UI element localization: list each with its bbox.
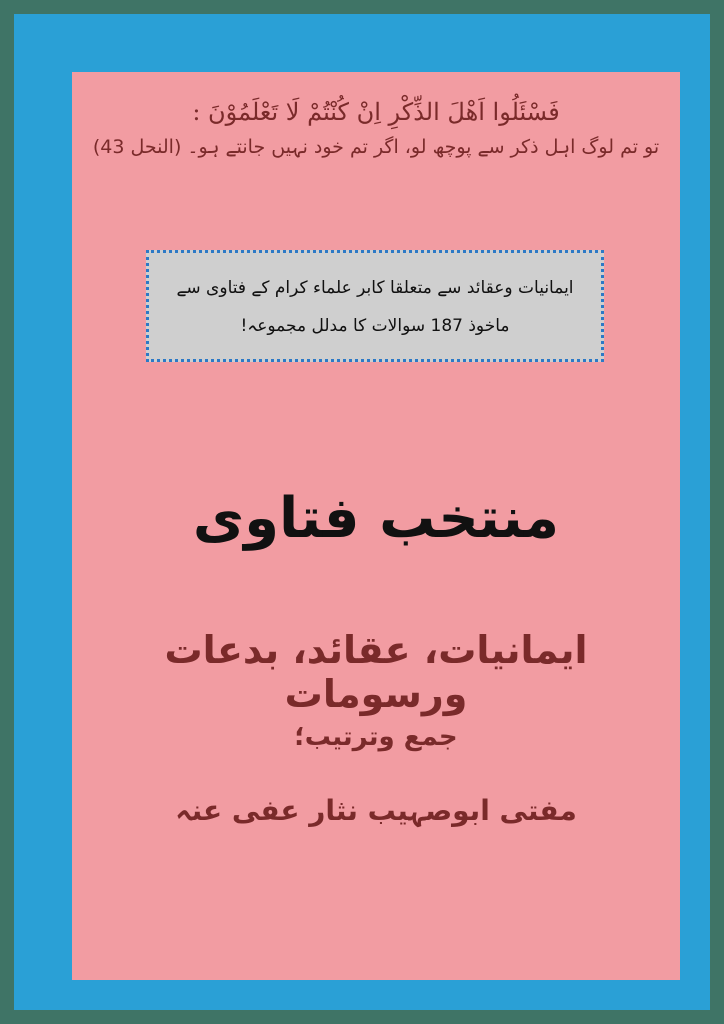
book-subtitle: ایمانیات، عقائد، بدعات ورسومات	[164, 628, 588, 716]
book-title: منتخب فتاوی	[192, 486, 560, 551]
info-box-line-2: ماخوذ 187 سوالات کا مدلل مجموعہ!	[240, 316, 510, 336]
quran-verse-translation: تو تم لوگ اہل ذکر سے پوچھ لو، اگر تم خود نہیں جانتے ہو۔ (النحل 43)	[92, 136, 660, 158]
compiled-by-label: جمع وترتیب؛	[294, 722, 458, 752]
pink-panel	[72, 72, 680, 980]
info-box	[146, 250, 604, 362]
quran-verse-arabic: فَسْئَلُوا اَهْلَ الذِّكْرِ اِنْ كُنْتُمْ لَا تَعْلَمُوْنَ :	[192, 98, 560, 126]
info-box-line-1: ایمانیات وعقائد سے متعلقا کابر علماء کرام کے فتاوی سے	[176, 278, 574, 298]
blue-frame	[14, 14, 710, 1010]
author-name: مفتی ابوصہیب نثار عفی عنہ	[175, 794, 577, 827]
